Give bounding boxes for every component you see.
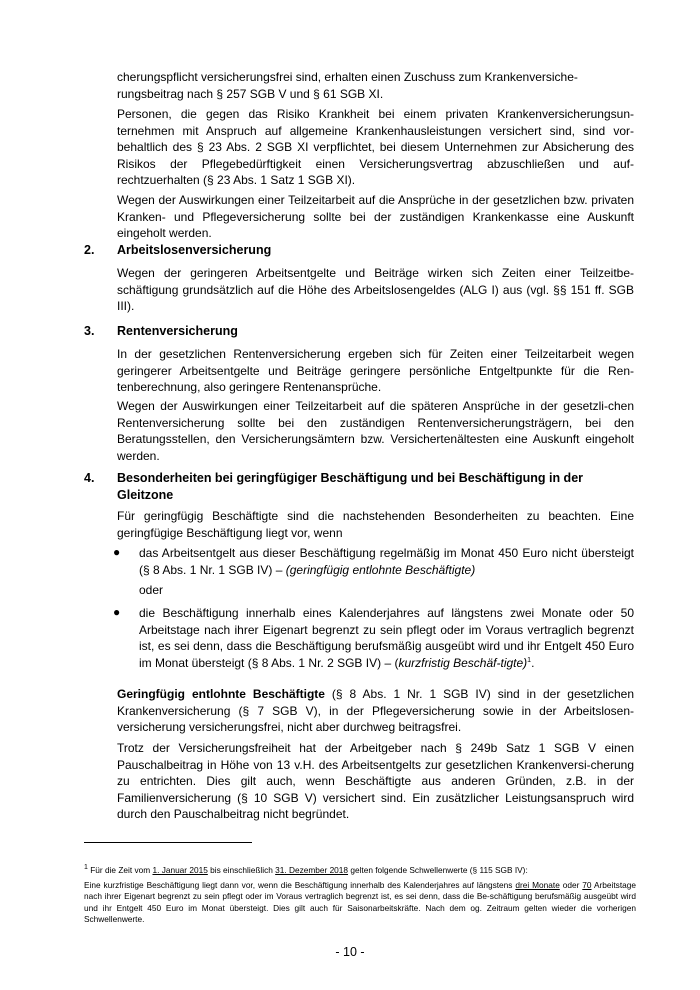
bullet-item-1-text: das Arbeitsentgelt aus dieser Beschäftigung regelmäßig im Monat 450 Euro nicht übersteigt (§ 8 Abs. 1 Nr. 1 SGB IV) –: [139, 546, 634, 577]
section-4-body: Für geringfügig Beschäftigte sind die nachstehenden Besonderheiten zu beachten. Eine geringfügige Beschäftigung liegt vor, wenn: [117, 509, 634, 540]
footnote-separator: [84, 842, 252, 843]
footnote-text: bis einschließlich: [207, 865, 276, 875]
bullet-item-2-text: die Beschäftigung innerhalb eines Kalenderjahres auf längstens zwei Monate oder 50 Arbeitstage nach ihrer Eigenart begrenzt zu sein pflegt oder im Voraus vertraglich begrenzt ist, es sei denn, dass die Beschäftigung berufsmäßig ausgeübt wird und ihr Entgelt 450 Euro im Monat übersteigt (§ 8 Abs. 1 Nr. 2 SGB IV) – (: [139, 606, 634, 670]
bullet-item-2: [139, 605, 634, 671]
section-3-title: Rentenversicherung: [117, 324, 238, 338]
section-3-number: 3.: [84, 324, 95, 338]
section-2-body: Wegen der geringeren Arbeitsentgelte und Beiträge wirken sich Zeiten einer Teilzeitbe-schäftigung grundsätzlich auf die Höhe des Arbeitslosengeldes (ALG I) aus (vgl. §§ 151 ff. SGB III).: [117, 266, 634, 314]
bullet-item-2-end: .: [531, 655, 535, 670]
footnote-text: Für die Zeit vom: [87, 865, 153, 875]
paragraph-marginal-employees: [117, 686, 634, 736]
footnote-three-months: drei Monate: [515, 880, 560, 890]
section-2-title: Arbeitslosenversicherung: [117, 243, 272, 257]
footnote-text: gelten folgende Schwellenwerte (§ 115 SGB IV):: [348, 865, 528, 875]
heading-section-3: [84, 324, 644, 338]
footnote-body: [84, 880, 636, 925]
paragraph-marginal-employees-bold: Geringfügig entlohnte Beschäftigte: [117, 687, 325, 701]
section-3-body: In der gesetzlichen Rentenversicherung ergeben sich für Zeiten einer Teilzeitarbeit wegen geringerer Arbeitsentgelte und Beiträge geringere persönliche Entgeltpunkte für die Ren-tenberechnung, also geringere Rentenansprüche.: [117, 347, 634, 395]
footnote-marker: 1: [84, 864, 88, 872]
footnote-date-start: 1. Januar 2015: [152, 865, 208, 875]
section-3-body-2: Wegen der Auswirkungen einer Teilzeitarbeit auf die späteren Ansprüche in der gesetzli-chen Rentenversicherung sollte bei den zuständigen Rentenversicherungsträgern, bei den Beratungsstellen, den Versicherungsämtern bzw. Versichertenältesten eine Auskunft eingeholt werden.: [117, 399, 634, 463]
paragraph-intro-line2: rungsbeitrag nach § 257 SGB V und § 61 SGB XI.: [117, 86, 384, 101]
footnote-text: Eine kurzfristige Beschäftigung liegt dann vor, wenn die Beschäftigung innerhalb des Kalenderjahres auf längstens: [84, 880, 516, 890]
paragraph-intro-line1: cherungspflicht versicherungsfrei sind, erhalten einen Zuschuss zum Krankenversiche-: [117, 70, 578, 84]
bullet-marker-2: ●: [113, 605, 121, 619]
section-2-number: 2.: [84, 243, 95, 257]
footnote-text: Arbeitstage nach ihrer Eigenart begrenzt zu sein pflegt oder im Voraus vertraglich begrenzt ist, es sei denn, dass die Be-schäftigung berufsmäßig ausgeübt wird und ihr Entgelt 450 Euro im Monat übersteigt. Dies gilt auch für Saisonarbeitskräfte. Nach dem og. Zeitraum gelten wieder die vorherigen Schwellenwerte.: [84, 880, 636, 924]
footnote-text: oder: [559, 880, 583, 890]
footnote-reference[interactable]: 1: [527, 656, 532, 664]
paragraph-part-time-info: Wegen der Auswirkungen einer Teilzeitarbeit auf die Ansprüche in der gesetzlichen bzw. privaten Kranken- und Pflegeversicherung sollte bei der zuständigen Krankenkasse eine Auskunft eingeholt werden.: [117, 193, 634, 241]
bullet-item-1: [139, 545, 634, 578]
section-4-title-line1: Besonderheiten bei geringfügiger Beschäftigung und bei Beschäftigung in der: [117, 471, 584, 485]
heading-section-4: [84, 470, 644, 503]
paragraph-intro: [117, 69, 634, 102]
footnote-line-1: [84, 865, 636, 876]
page-number: - 10 -: [335, 945, 365, 959]
footnote-date-end: 31. Dezember 2018: [275, 865, 349, 875]
paragraph-private-insurance: Personen, die gegen das Risiko Krankheit bei einem privaten Krankenversicherungsun-ternehmen mit Anspruch auf allgemeine Krankenhausleistungen versichert sind, sind vor-behaltlich des § 23 Abs. 2 SGB XI verpflichtet, bei diesem Unternehmen zur Absicherung des Risikos der Pflegebedürftigkeit einen Versicherungsvertrag abzuschließen und auf-rechtzuerhalten (§ 23 Abs. 1 Satz 1 SGB XI).: [117, 107, 634, 188]
bullet-conjunction: oder: [139, 583, 164, 597]
bullet-item-2-italic: kurzfristig Beschäf-tigte): [398, 655, 528, 670]
section-4-number: 4.: [84, 471, 95, 485]
paragraph-marginal-employees-text: (§ 8 Abs. 1 Nr. 1 SGB IV) sind in der gesetzlichen Krankenversicherung (§ 7 SGB V), in der Pflegeversicherung sowie in der Arbeitslosen-versicherung versicherungsfrei, nicht aber durchweg beitragsfrei.: [117, 687, 634, 735]
paragraph-flat-rate-contribution: Trotz der Versicherungsfreiheit hat der Arbeitgeber nach § 249b Satz 1 SGB V einen Pauschalbeitrag in Höhe von 13 v.H. des Arbeitsentgelts zur gesetzlichen Krankenversi-cherung zu entrichten. Dies gilt auch, wenn Beschäftigte aus anderen Gründen, z.B. in der Familienversicherung (§ 10 SGB V) versichert sind. Ein zusätzlicher Leistungsanspruch wird durch den Pauschalbeitrag nicht begründet.: [117, 741, 634, 822]
footnote-70-days: 70: [582, 880, 592, 890]
bullet-item-1-italic: (geringfügig entlohnte Beschäftigte): [285, 562, 476, 577]
heading-section-2: [84, 243, 644, 257]
bullet-marker-1: ●: [113, 545, 121, 559]
section-4-title-line2: Gleitzone: [117, 487, 174, 502]
